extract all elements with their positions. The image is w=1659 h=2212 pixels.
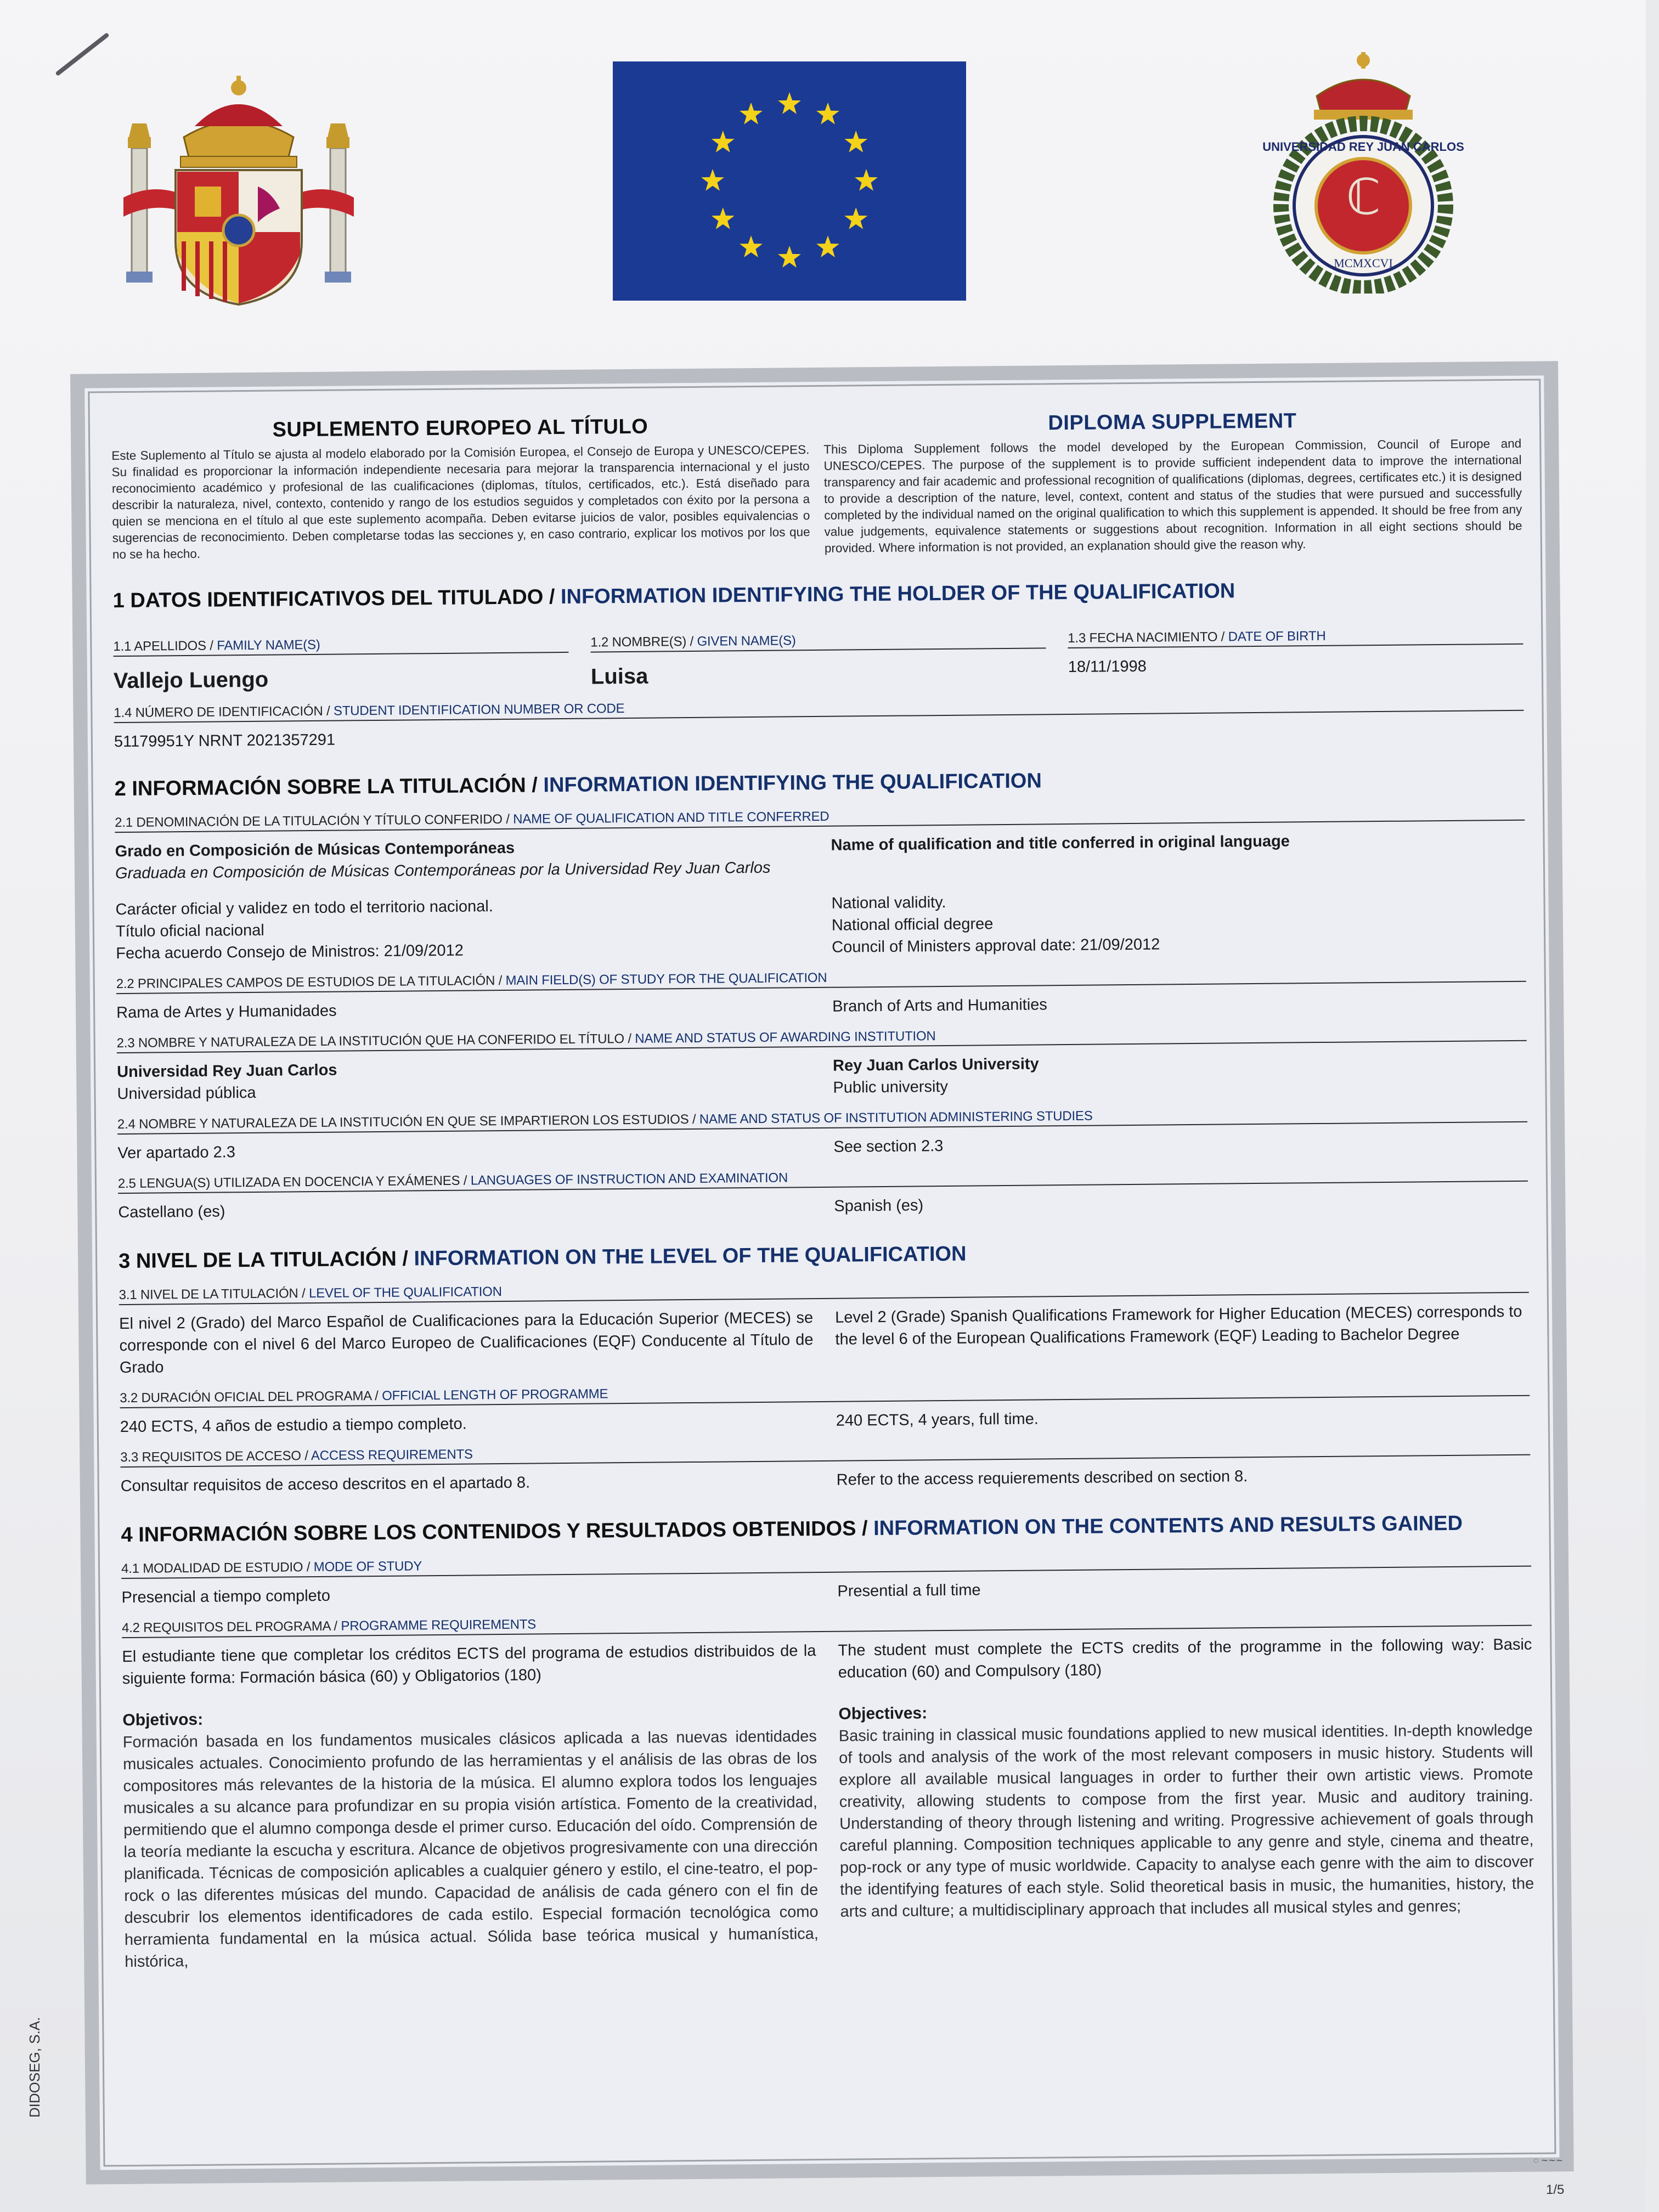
family-name-label-es: 1.1 APELLIDOS / xyxy=(113,638,217,654)
qualification-name-es: Grado en Composición de Músicas Contemporáneas xyxy=(115,839,515,861)
field-of-study-label xyxy=(116,964,1526,994)
section-2-title-en: INFORMATION IDENTIFYING THE QUALIFICATION xyxy=(543,769,1042,797)
section-4-heading xyxy=(121,1511,1531,1547)
section-2-heading xyxy=(114,765,1524,801)
mode-label-es: 4.1 MODALIDAD DE ESTUDIO / xyxy=(121,1560,314,1577)
length-label xyxy=(120,1379,1530,1408)
document-content xyxy=(111,408,1535,1973)
language-es: Castellano (es) xyxy=(118,1203,225,1222)
section-1-title-es: 1 DATOS IDENTIFICATIVOS DEL TITULADO / xyxy=(112,585,561,613)
student-id-value: 51179951Y NRNT 2021357291 xyxy=(114,731,336,751)
requirements-en: The student must complete the ECTS credits of the programme in the following way: Basic education (60) and Compulsory (180) xyxy=(838,1635,1532,1681)
official-es: Título oficial nacional xyxy=(115,921,264,941)
given-name-label xyxy=(590,631,1046,652)
dob-label-en: DATE OF BIRTH xyxy=(1228,628,1326,645)
languages-label-en: LANGUAGES OF INSTRUCTION AND EXAMINATION xyxy=(470,1170,788,1188)
access-label-en: ACCESS REQUIREMENTS xyxy=(311,1447,473,1464)
section-1-heading xyxy=(112,577,1522,613)
admin-en: See section 2.3 xyxy=(833,1137,944,1156)
field-en: Branch of Arts and Humanities xyxy=(832,996,1047,1015)
student-id-label-en: STUDENT IDENTIFICATION NUMBER OR CODE xyxy=(333,701,625,719)
mode-row xyxy=(121,1575,1531,1609)
intro-title-en: DIPLOMA SUPPLEMENT xyxy=(1048,409,1297,435)
section-2-title-es: 2 INFORMACIÓN SOBRE LA TITULACIÓN / xyxy=(114,774,544,801)
dob-value: 18/11/1998 xyxy=(1068,657,1147,676)
student-id-label xyxy=(114,693,1523,723)
requirements-es: El estudiante tiene que completar los créditos ECTS del programa de estudios distribuidos de la siguiente forma: Formación básica (60) y Obligatorios (180) xyxy=(122,1642,816,1688)
mode-label xyxy=(121,1549,1531,1579)
mode-en: Presential a full time xyxy=(837,1581,981,1600)
access-label xyxy=(120,1438,1530,1468)
access-row xyxy=(121,1463,1531,1497)
programme-requirements-row xyxy=(122,1634,1534,1973)
intro-text-es: Este Suplemento al Título se ajusta al modelo elaborado por la Comisión Europea, el Consejo de Europa y UNESCO/CEPES. Su finalidad es proporcionar la información independiente necesaria para mejorar la transparencia internacional y el justo reconocimiento académico y profesional de las cualificaciones (diplomas, títulos, certificados, etc.). Está diseñado para describir la naturaleza, nivel, contexto, contenido y rango de los estudios seguidos y completados con éxito por la persona a quien se menciona en el título al que este suplemento acompaña. Deben evitarse juicios de valor, posibles equivalencias o sugerencias de reconocimiento. Deben completarse todas las secciones y, en caso contrario, explicar los motivos por los que no se ha hecho. xyxy=(111,443,810,562)
section-4-title-es: 4 INFORMACIÓN SOBRE LOS CONTENIDOS Y RESULTADOS OBTENIDOS / xyxy=(121,1517,874,1547)
header-emblems xyxy=(0,0,1646,351)
given-name-value: Luisa xyxy=(590,664,648,689)
administering-institution-row xyxy=(117,1130,1527,1164)
security-mark: ◌ ∼∼∼ xyxy=(1533,2156,1564,2165)
admin-es: Ver apartado 2.3 xyxy=(117,1143,236,1163)
level-label-es: 3.1 NIVEL DE LA TITULACIÓN / xyxy=(119,1286,309,1303)
languages-row xyxy=(118,1189,1528,1223)
administering-institution-label xyxy=(117,1105,1527,1135)
intro-spanish xyxy=(111,414,810,563)
mode-es: Presencial a tiempo completo xyxy=(121,1587,331,1607)
objectives-en: Basic training in classical music foundations applied to new musical identities. In-depth knowledge of tools and analysis of the work of the most relevant composers in music history. Students will explore all available musical languages in order to further their own artistic views. Promote creativity, allowing students to compose from the first year. Music and auditory training. Understanding of theory through listening and writing. Progressive achievement of goals through careful planning. Composition techniques applicable to any genre and style, cinema and theatre, pop-rock or any type of music worldwide. Capacity to analyse each genre with the aim to discover the identifying features of each style. Solid theoretical basis in music, the humanities, history, the arts and culture; a multidisciplinary approach that includes all musical styles and genres; xyxy=(838,1721,1534,1921)
section-3-title-en: INFORMATION ON THE LEVEL OF THE QUALIFICATION xyxy=(414,1242,967,1271)
access-en: Refer to the access requierements described on section 8. xyxy=(836,1468,1248,1489)
programme-requirements-label-en: PROGRAMME REQUIREMENTS xyxy=(341,1617,537,1634)
family-name-value: Vallejo Luengo xyxy=(113,667,269,693)
eu-flag-icon xyxy=(613,61,966,301)
objectives-title-en: Objectives: xyxy=(838,1704,928,1723)
official-en: National official degree xyxy=(831,915,994,934)
page-number: 1/5 xyxy=(1546,2182,1565,2197)
document-frame xyxy=(70,361,1574,2185)
dob-label-es: 1.3 FECHA NACIMIENTO / xyxy=(1068,629,1228,646)
awarding-institution-row xyxy=(117,1049,1527,1105)
access-es: Consultar requisitos de acceso descritos en el apartado 8. xyxy=(120,1474,531,1496)
institution-en: Rey Juan Carlos University xyxy=(832,1055,1039,1075)
level-es: El nivel 2 (Grado) del Marco Español de Cualificaciones para la Educación Superior (MECES) se corresponde con el nivel 6 del Marco Europeo de Cualificaciones (EQF) Conducente al Título de Grado xyxy=(119,1309,814,1377)
intro-section xyxy=(111,408,1522,563)
access-label-es: 3.3 REQUISITOS DE ACCESO / xyxy=(120,1448,312,1465)
length-row xyxy=(120,1404,1530,1438)
length-label-es: 3.2 DURACIÓN OFICIAL DEL PROGRAMA / xyxy=(120,1388,382,1406)
family-name-label-en: FAMILY NAME(S) xyxy=(217,637,320,653)
awarding-institution-label-es: 2.3 NOMBRE Y NATURALEZA DE LA INSTITUCIÓN QUE HA CONFERIDO EL TÍTULO / xyxy=(116,1031,635,1051)
institution-es: Universidad Rey Juan Carlos xyxy=(117,1061,337,1081)
holder-names-row xyxy=(113,615,1523,693)
section-3-title-es: 3 NIVEL DE LA TITULACIÓN / xyxy=(118,1247,414,1273)
qualification-name-row xyxy=(115,828,1526,964)
field-of-study-label-es: 2.2 PRINCIPALES CAMPOS DE ESTUDIOS DE LA TITULACIÓN / xyxy=(116,973,506,992)
section-3-heading xyxy=(119,1238,1528,1273)
family-name-label xyxy=(113,635,568,657)
field-of-study-label-en: MAIN FIELD(S) OF STUDY FOR THE QUALIFICATION xyxy=(505,970,827,988)
university-seal-icon xyxy=(1262,47,1465,294)
administering-institution-label-es: 2.4 NOMBRE Y NATURALEZA DE LA INSTITUCIÓN EN QUE SE IMPARTIERON LOS ESTUDIOS / xyxy=(117,1111,699,1132)
approval-es: Fecha acuerdo Consejo de Ministros: 21/09/2012 xyxy=(116,941,464,963)
mode-label-en: MODE OF STUDY xyxy=(313,1559,422,1575)
language-en: Spanish (es) xyxy=(834,1197,924,1215)
level-en: Level 2 (Grade) Spanish Qualifications Framework for Higher Education (MECES) corresponds to the level 6 of the European Qualifications Framework (EQF) Leading to Bachelor Degree xyxy=(834,1302,1522,1348)
languages-label-es: 2.5 LENGUA(S) UTILIZADA EN DOCENCIA Y EXÁMENES / xyxy=(117,1173,471,1192)
qualification-title-es: Graduada en Composición de Músicas Contemporáneas por la Universidad Rey Juan Carlos xyxy=(115,859,771,883)
languages-label xyxy=(118,1164,1528,1194)
approval-en: Council of Ministers approval date: 21/09/2012 xyxy=(832,935,1160,956)
level-label xyxy=(119,1276,1529,1305)
given-name-label-en: GIVEN NAME(S) xyxy=(697,633,796,649)
intro-title-es: SUPLEMENTO EUROPEO AL TÍTULO xyxy=(272,415,648,442)
dob-label xyxy=(1068,627,1523,648)
qualification-name-en: Name of qualification and title conferred in original language xyxy=(831,832,1290,854)
spain-coat-of-arms-icon xyxy=(123,66,354,307)
seal-text: UNIVERSIDAD REY JUAN CARLOS xyxy=(1262,140,1464,154)
field-es: Rama de Artes y Humanidades xyxy=(116,1002,337,1022)
qualification-name-label-en: NAME OF QUALIFICATION AND TITLE CONFERRED xyxy=(513,809,830,827)
validity-es: Carácter oficial y validez en todo el territorio nacional. xyxy=(115,898,493,919)
programme-requirements-label-es: 4.2 REQUISITOS DEL PROGRAMA / xyxy=(121,1618,341,1636)
objectives-es: Formación basada en los fundamentos musicales clásicos aplicada a las nuevas identidades musicales actuales. Conocimiento profundo de las herramientas y el análisis de las obras de los compositores más relevantes de la historia de la música. El alumno explora todos los lenguajes musicales a su alcance para profundizar en su propia visión artística. Fomento de la creatividad, permitiendo que el alumno componga desde el primer curso. Educación del oído. Comprensión de la teoría mediante la escucha y escritura. Alcance de objetivos progresivamente con una dirección planificada. Técnicas de composición aplicables a cualquier género y estilo, el cine-teatro, el pop-rock o las diferentes músicas del mundo. Capacidad de análisis de cada género con el fin de descubrir los elementos identificadores de cada estilo. Especial formación tecnológica como herramienta fundamental en la música actual. Sólida base teórica musical y humanística, histórica, xyxy=(122,1728,819,1971)
student-id-label-es: 1.4 NÚMERO DE IDENTIFICACIÓN / xyxy=(114,703,334,721)
objectives-title-es: Objetivos: xyxy=(122,1710,204,1730)
printer-imprint: DIDOSEG, S.A. xyxy=(26,2017,43,2118)
level-row xyxy=(119,1301,1530,1379)
institution-status-es: Universidad pública xyxy=(117,1084,256,1103)
administering-institution-label-en: NAME AND STATUS OF INSTITUTION ADMINISTERING STUDIES xyxy=(699,1108,1093,1127)
institution-status-en: Public university xyxy=(833,1077,949,1097)
length-label-en: OFFICIAL LENGTH OF PROGRAMME xyxy=(382,1386,608,1403)
intro-text-en: This Diploma Supplement follows the model developed by the European Commission, Council of Europe and UNESCO/CEPES. The purpose of the supplement is to provide sufficient independent data to improve the international transparency and fair academic and professional recognition of qualifications (diplomas, degrees, certificates etc.) it is designed to provide a description of the nature, level, context, content and status of the studies that were pursued and successfully completed by the individual named on the original qualification to which this supplement is appended. It should be free from any value judgements, equivalence statements or suggestions about recognition. Information in all eight sections should be provided. Where information is not provided, an explanation should give the reason why. xyxy=(823,436,1522,555)
given-name-label-es: 1.2 NOMBRE(S) / xyxy=(590,634,697,650)
awarding-institution-label xyxy=(117,1024,1527,1053)
field-of-study-row xyxy=(116,990,1526,1024)
validity-en: National validity. xyxy=(831,893,946,912)
seal-year: MCMXCVI xyxy=(1334,256,1393,270)
level-label-en: LEVEL OF THE QUALIFICATION xyxy=(308,1284,502,1301)
svg-text:ℂ: ℂ xyxy=(1346,171,1381,225)
section-4-title-en: INFORMATION ON THE CONTENTS AND RESULTS GAINED xyxy=(873,1511,1463,1541)
qualification-name-label-es: 2.1 DENOMINACIÓN DE LA TITULACIÓN Y TÍTULO CONFERIDO / xyxy=(115,811,514,831)
section-1-title-en: INFORMATION IDENTIFYING THE HOLDER OF THE QUALIFICATION xyxy=(560,579,1235,609)
length-en: 240 ECTS, 4 years, full time. xyxy=(836,1410,1039,1430)
length-es: 240 ECTS, 4 años de estudio a tiempo completo. xyxy=(120,1415,467,1436)
intro-english xyxy=(823,408,1522,557)
programme-requirements-label xyxy=(122,1609,1532,1638)
qualification-name-label xyxy=(115,803,1525,833)
awarding-institution-label-en: NAME AND STATUS OF AWARDING INSTITUTION xyxy=(635,1029,936,1046)
